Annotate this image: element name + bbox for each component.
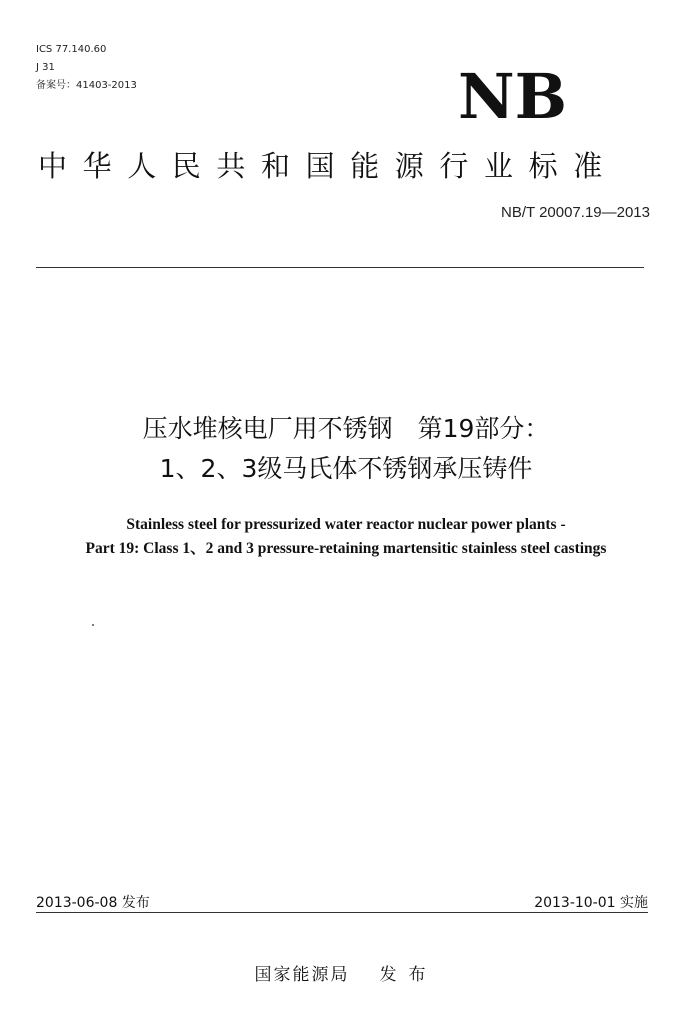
scan-speck: [92, 624, 94, 626]
footer-divider: [36, 912, 648, 913]
header-divider: [36, 267, 644, 268]
classification-code: J 31: [36, 62, 55, 73]
publish-date: 2013-06-08 发布: [36, 895, 150, 911]
ics-code: ICS 77.140.60: [36, 44, 107, 55]
title-cn-line-1: 压水堆核电厂用不锈钢 第19部分：: [142, 414, 550, 443]
implement-date: 2013-10-01 实施: [534, 895, 648, 911]
nb-logo: NB: [458, 60, 568, 133]
issuer-name: 国家能源局: [254, 965, 350, 985]
title-en-line-2: Part 19: Class 1、2 and 3 pressure-retaining martensitic stainless steel castings: [85, 540, 607, 557]
issuer-action: 发布: [379, 965, 438, 985]
title-cn-line-2: 1、2、3级马氏体不锈钢承压铸件: [159, 454, 533, 483]
registration-number: 备案号：41403-2013: [36, 80, 137, 91]
issuer-line: [0, 960, 692, 985]
title-en-line-1: Stainless steel for pressurized water reactor nuclear power plants -: [126, 516, 566, 533]
standard-code: NB/T 20007.19—2013: [501, 204, 650, 221]
standard-organization-heading: 中华人民共和国能源行业标准: [38, 149, 618, 183]
